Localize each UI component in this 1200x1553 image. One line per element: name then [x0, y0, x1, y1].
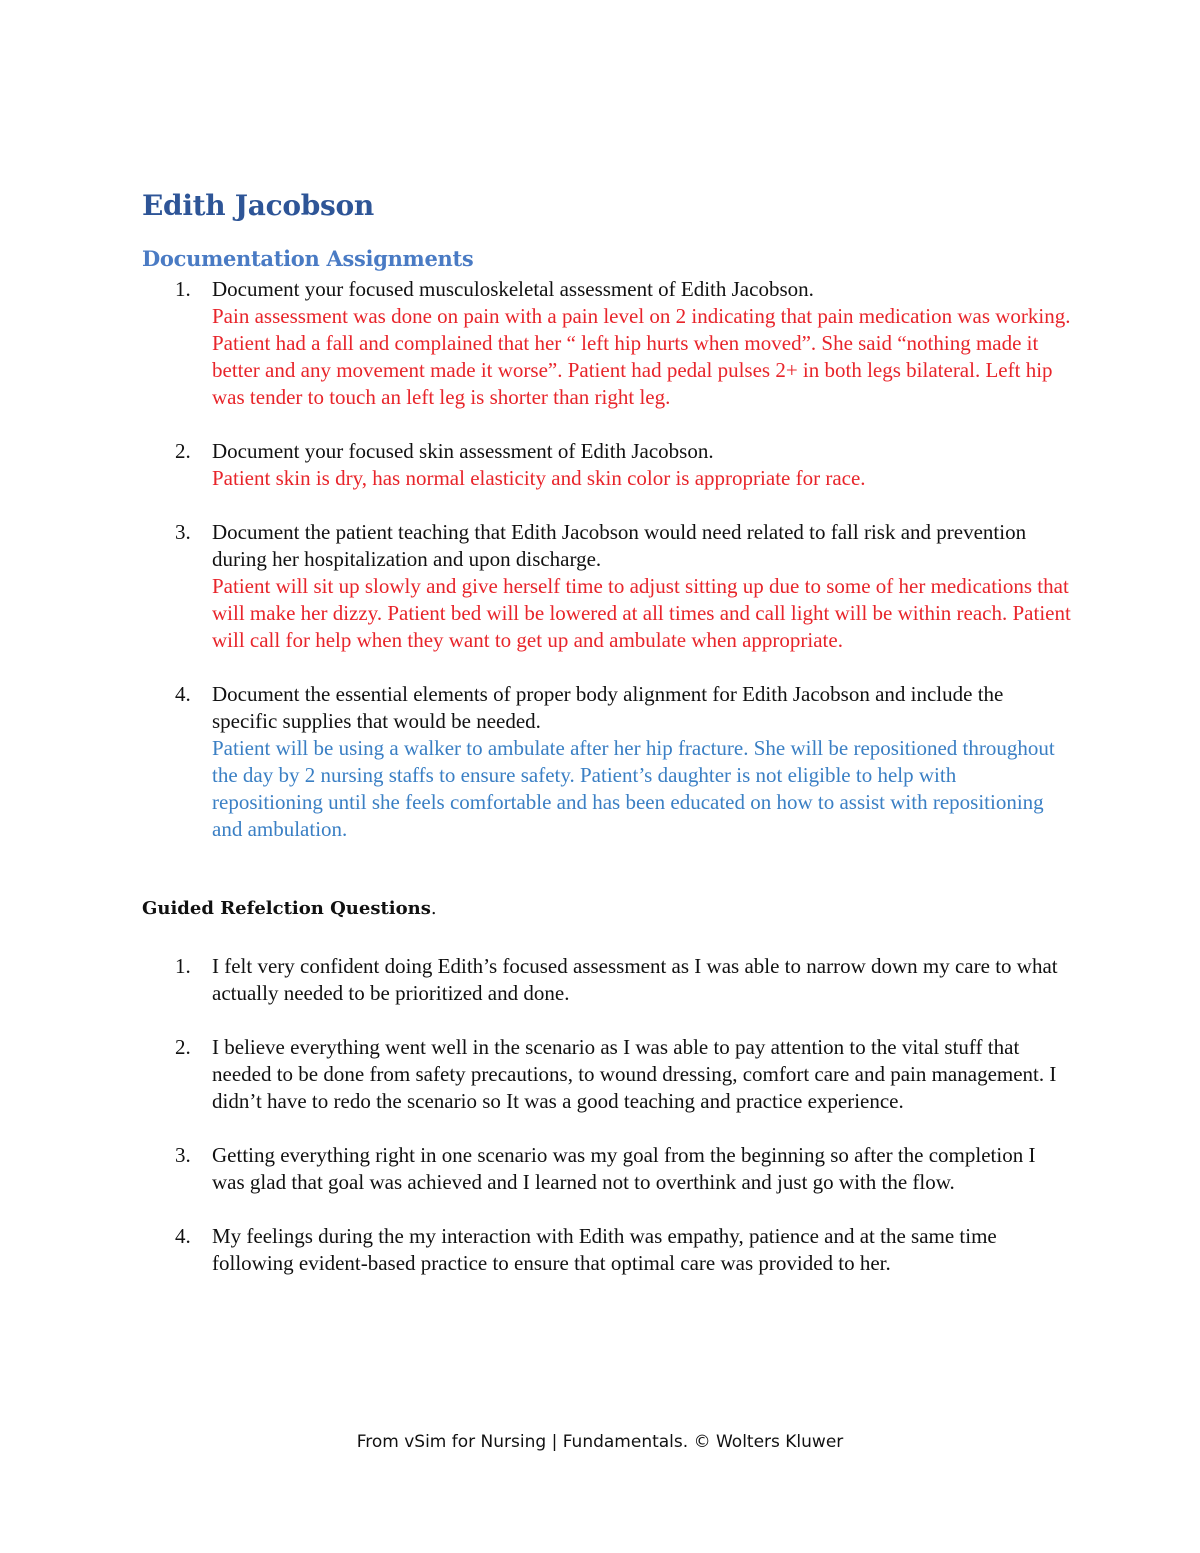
list-number: 2. [175, 1035, 191, 1059]
assignment-answer: Patient skin is dry, has normal elasticity and skin color is appropriate for race. [212, 466, 866, 490]
list-item [0, 1223, 1072, 1277]
list-number: 1. [175, 277, 191, 301]
list-item [0, 519, 1072, 654]
list-number: 4. [175, 682, 191, 706]
list-number: 3. [175, 520, 191, 544]
list-item [0, 953, 1072, 1007]
list-item [0, 681, 1072, 843]
list-number: 4. [175, 1224, 191, 1248]
assignment-question: Document the patient teaching that Edith Jacobson would need related to fall risk and prevention during her hospitalization and upon discharge. [212, 520, 1027, 571]
list-item [0, 276, 1072, 411]
list-number: 2. [175, 439, 191, 463]
assignment-list [0, 276, 1072, 843]
list-item [0, 1142, 1072, 1196]
page-title: Edith Jacobson [142, 189, 374, 222]
assignment-question: Document your focused skin assessment of Edith Jacobson. [212, 439, 714, 463]
assignment-question: Document your focused musculoskeletal assessment of Edith Jacobson. [212, 277, 814, 301]
reflection-heading-text: Guided Refelction Questions [142, 898, 431, 919]
page-footer: From vSim for Nursing | Fundamentals. © Wolters Kluwer [356, 1432, 844, 1452]
list-number: 1. [175, 954, 191, 978]
reflection-heading-punct: . [430, 898, 437, 919]
reflection-answer: I felt very confident doing Edith’s focused assessment as I was able to narrow down my care to what actually needed to be prioritized and done. [212, 954, 1058, 1005]
assignment-question: Document the essential elements of proper body alignment for Edith Jacobson and include the specific supplies that would be needed. [212, 682, 1004, 733]
section-heading-documentation: Documentation Assignments [142, 246, 474, 271]
reflection-list [0, 953, 1072, 1277]
list-item [0, 438, 1072, 492]
section-heading-reflection [142, 898, 437, 919]
reflection-answer: Getting everything right in one scenario was my goal from the beginning so after the completion I was glad that goal was achieved and I learned not to overthink and just go with the flow. [212, 1143, 1036, 1194]
list-item [0, 1034, 1072, 1115]
assignment-answer: Patient will be using a walker to ambulate after her hip fracture. She will be repositioned throughout the day by 2 nursing staffs to ensure safety. Patient’s daughter is not eligible to help with repositioning until she feels comfortable and has been educated on how to assist with repositioning and ambulation. [212, 736, 1055, 841]
reflection-answer: My feelings during the my interaction with Edith was empathy, patience and at the same time following evident-based practice to ensure that optimal care was provided to her. [212, 1224, 997, 1275]
reflection-answer: I believe everything went well in the scenario as I was able to pay attention to the vital stuff that needed to be done from safety precautions, to wound dressing, comfort care and pain management. I didn’t have to redo the scenario so It was a good teaching and practice experience. [212, 1035, 1057, 1113]
list-number: 3. [175, 1143, 191, 1167]
assignment-answer: Patient will sit up slowly and give herself time to adjust sitting up due to some of her medications that will make her dizzy. Patient bed will be lowered at all times and call light will be within reach. Patient will call for help when they want to get up and ambulate when appropriate. [212, 574, 1071, 652]
assignment-answer: Pain assessment was done on pain with a pain level on 2 indicating that pain medication was working. Patient had a fall and complained that her “ left hip hurts when moved”. She said “nothing made it better and any movement made it worse”. Patient had pedal pulses 2+ in both legs bilateral. Left hip was tender to touch an left leg is shorter than right leg. [212, 304, 1071, 409]
